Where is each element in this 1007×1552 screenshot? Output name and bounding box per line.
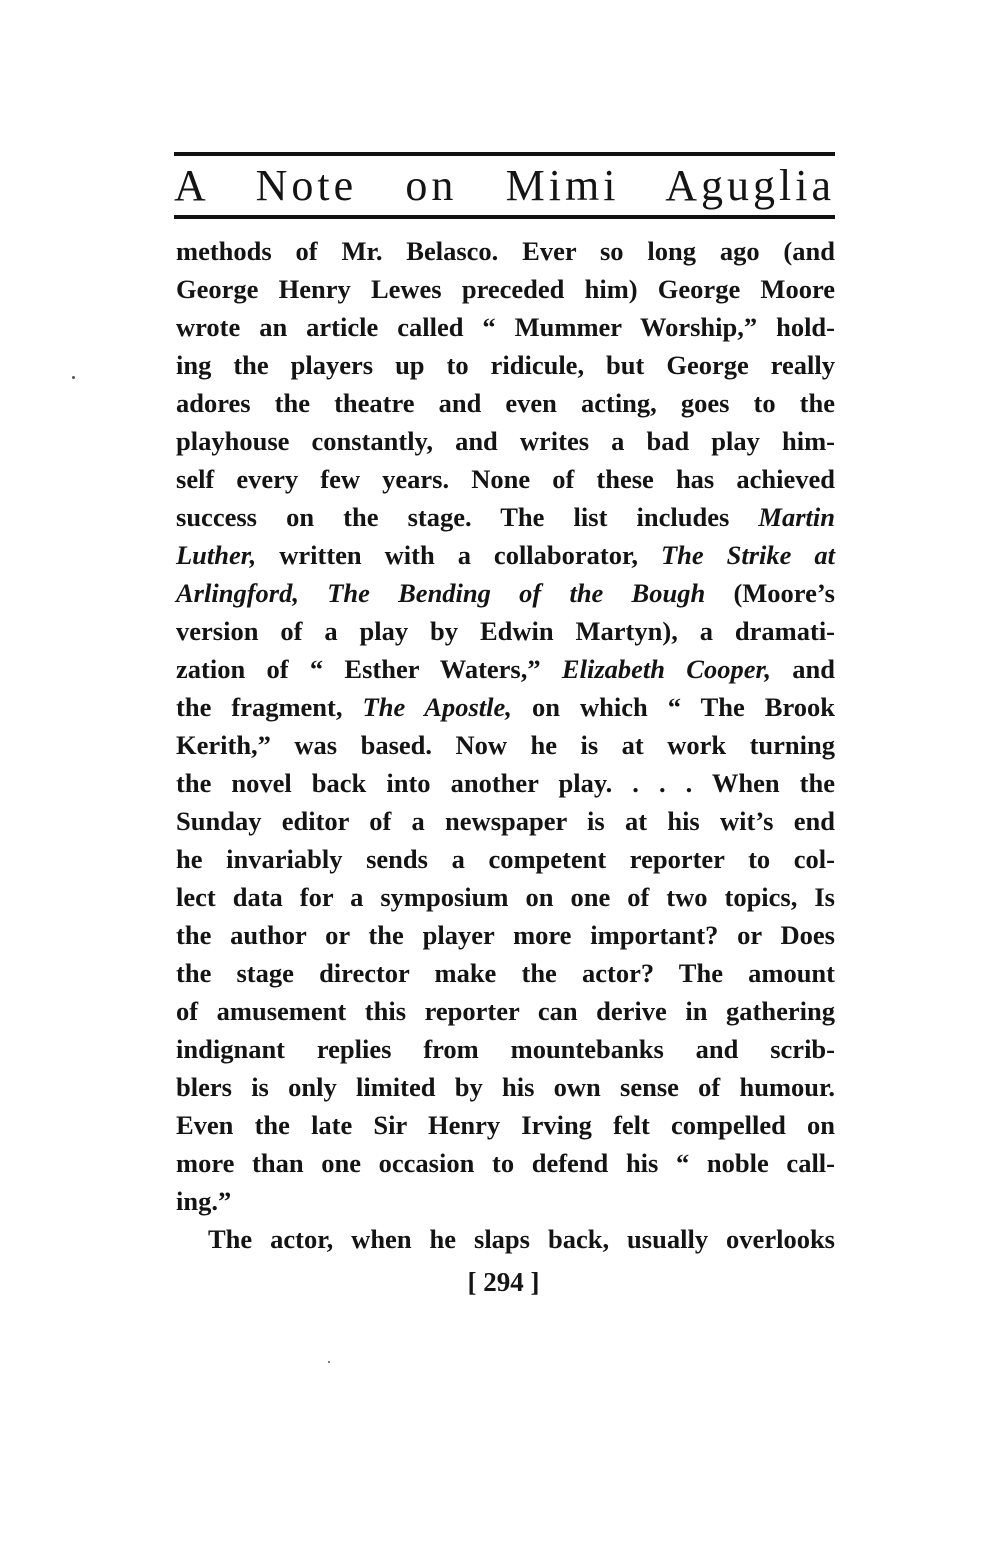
text-line: success on the stage. The list includes Martin bbox=[176, 502, 835, 532]
text-line: indignant replies from mountebanks and scrib- bbox=[176, 1034, 835, 1064]
text-line: methods of Mr. Belasco. Ever so long ago (and bbox=[176, 236, 835, 266]
page-number: [ 294 ] bbox=[467, 1267, 540, 1297]
text-line: ing the players up to ridicule, but George really bbox=[176, 350, 835, 380]
text-line: self every few years. None of these has achieved bbox=[176, 464, 835, 494]
text-line: wrote an article called “ Mummer Worship,” hold- bbox=[176, 312, 835, 342]
text-line: version of a play by Edwin Martyn), a dramati- bbox=[176, 616, 835, 646]
running-head: A Note on Mimi Aguglia bbox=[174, 161, 835, 210]
text-line: Sunday editor of a newspaper is at his wit’s end bbox=[176, 806, 835, 836]
text-line: zation of “ Esther Waters,” Elizabeth Cooper, and bbox=[176, 654, 835, 684]
text-line: of amusement this reporter can derive in gathering bbox=[176, 996, 835, 1026]
text-line: playhouse constantly, and writes a bad play him- bbox=[176, 426, 835, 456]
italic-title: Arlingford, The Bending of the Bough bbox=[176, 578, 706, 608]
text-line: lect data for a symposium on one of two topics, Is bbox=[176, 882, 835, 912]
italic-title: Elizabeth Cooper, bbox=[561, 654, 771, 684]
text-line: he invariably sends a competent reporter to col- bbox=[176, 844, 835, 874]
text-line: Arlingford, The Bending of the Bough (Moore’s bbox=[176, 578, 835, 608]
text-line: more than one occasion to defend his “ noble call- bbox=[176, 1148, 835, 1178]
text-line: the fragment, The Apostle, on which “ The Brook bbox=[176, 692, 835, 722]
scan-speck bbox=[72, 376, 75, 379]
text-line: Luther, written with a collaborator, The Strike at bbox=[176, 540, 835, 570]
text-line-indented: The actor, when he slaps back, usually overlooks bbox=[208, 1224, 835, 1254]
text-line: adores the theatre and even acting, goes to the bbox=[176, 388, 835, 418]
header-rule-top bbox=[174, 152, 835, 156]
text-line: George Henry Lewes preceded him) George Moore bbox=[176, 274, 835, 304]
text-line: Even the late Sir Henry Irving felt compelled on bbox=[176, 1110, 835, 1140]
body-text bbox=[176, 232, 835, 1258]
text-line: Kerith,” was based. Now he is at work turning bbox=[176, 730, 835, 760]
italic-title: The Apostle, bbox=[362, 692, 512, 722]
scan-speck bbox=[328, 1361, 330, 1363]
text-line: the stage director make the actor? The amount bbox=[176, 958, 835, 988]
header-rule-bottom bbox=[174, 215, 835, 219]
italic-title: Luther, bbox=[176, 540, 257, 570]
text-line: ing.” bbox=[176, 1186, 232, 1216]
text-line: the novel back into another play. . . . When the bbox=[176, 768, 835, 798]
text-line: blers is only limited by his own sense of humour. bbox=[176, 1072, 835, 1102]
italic-title: Martin bbox=[758, 502, 835, 532]
italic-title: The Strike at bbox=[660, 540, 835, 570]
text-line: the author or the player more important? or Does bbox=[176, 920, 835, 950]
